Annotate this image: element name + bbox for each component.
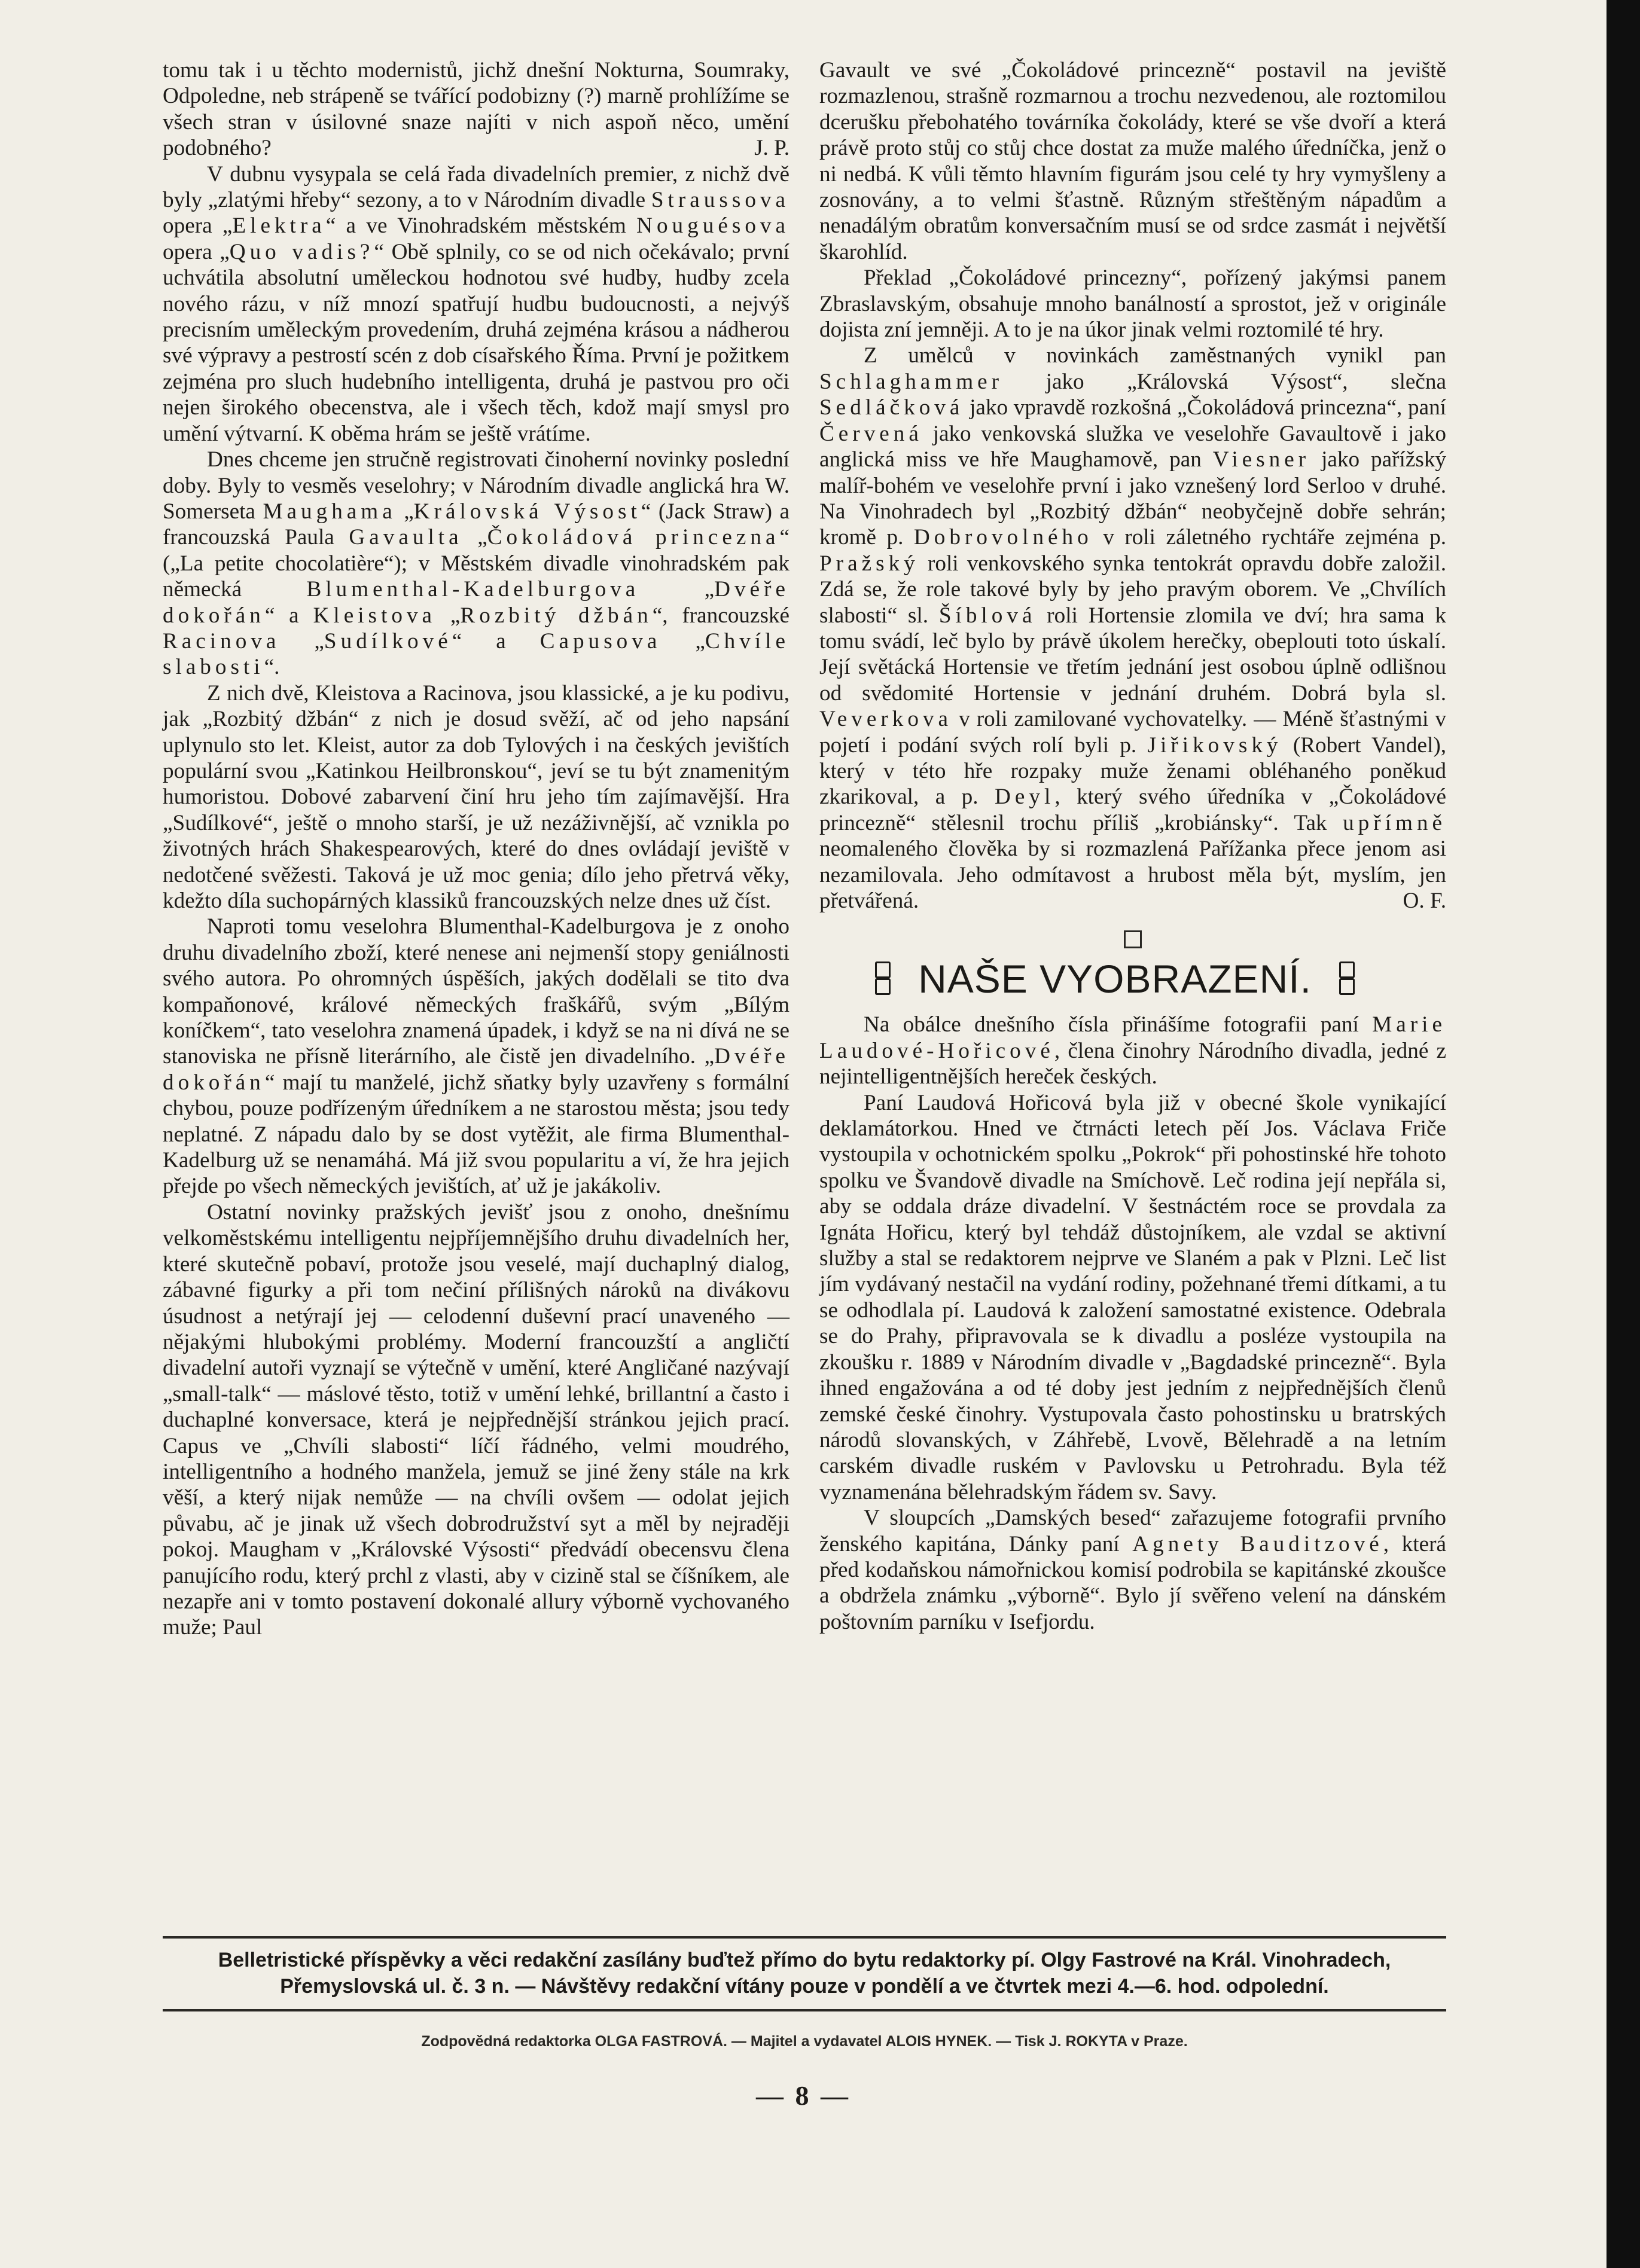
signature-of: O. F.: [1403, 889, 1446, 913]
ornament-left-icon: [875, 961, 891, 996]
left-paragraph-1: tomu tak i u těchto modernistů, jichž dnešní Nokturna, Soumraky, Odpoledne, neb strápeně se tvářící podobizny (?) marně prohlížíme se všech stran v úsilovné snaze najíti v nich aspoň něco, umění podobného? J. P.: [163, 58, 789, 161]
left-paragraph-2: V dubnu vysypala se celá řada divadelních premier, z nichž dvě byly „zlatými hřeby“ sezony, a to v Národním divadle Straussova opera „Elektra“ a ve Vinohradském městském Nouguésova opera „Quo vadis?“ Obě splnily, co se od nich očekávalo; první uchvátila absolutní uměleckou hodnotou své hudby, hudby zcela nového rázu, v níž mnozí spatřují hudbu budoucnosti, a nejvýš precisním uměleckým provedením, druhá zejména krásou a nádherou své výpravy a pestrostí scén z dob císařského Říma. První je požitkem zejména pro sluch hudebního intelligenta, druhá je pastvou pro oči nejen širokého obecenstva, ale i všech těch, kdož mají smysl pro umění výtvarní. K oběma hrám se ještě vrátíme.: [163, 161, 790, 446]
editorial-notice: [179, 1947, 1429, 2000]
footer-rule-top: [163, 1936, 1446, 1939]
editorial-notice-line-2: Přemyslovská ul. č. 3 n. — Návštěvy redakční vítány pouze v pondělí a ve čtvrtek mezi 4.—6. hod. odpolední.: [280, 1975, 1329, 1998]
right-paragraph-6: V sloupcích „Damských besed“ zařazujeme fotografii prvního ženského kapitána, Dánky paní Agnety Bauditzové, která před kodaňskou námořnickou komisí podrobila se kapitánské zkoušce a obdržela známku „výborně“. Bylo jí svěřeno velení na dánském poštovním parníku v Isefjordu.: [819, 1506, 1447, 1634]
signature-jp: J. P.: [754, 136, 789, 161]
emphasis-nougues: Nouguésova: [636, 213, 790, 239]
right-paragraph-4: Na obálce dnešního čísla přinášíme fotografii paní Marie Laudové-Hořicové, člena činohry Národního divadla, jedné z nejintelligentnějších hereček českých.: [819, 1012, 1446, 1089]
left-paragraph-5: Naproti tomu veselohra Blumenthal-Kadelburgova je z onoho druhu divadelního zboží, které nenese ani nejmenší stopy geniálnosti svého autora. Po ohromných úspěších, jakých dodělali se tito dva kompaňonové, králové německých fraškářů, svým „Bílým koníčkem“, tato veselohra znamená úpadek, i když se na ni dívá ne se stanoviska ne přísně literárního, ale čistě jen divadelního. „Dvéře dokořán“ mají tu manželé, jichž sňatky byly uzavřeny s formální chybou, pouze podřízeným úředníkem a ne starostou města; jsou tedy neplatné. Z nápadu dalo by se dost vytěžit, ale firma Blumenthal-Kadelburg už se nenamáhá. Má již svou popularitu a ví, že hra jejich přejde po všech německých jevištích, ať už je jakákoliv.: [163, 914, 789, 1199]
editorial-notice-line-1: Belletristické příspěvky a věci redakční zasílány buďtež přímo do bytu redaktorky pí. Olgy Fastrové na Král. Vinohradech,: [218, 1949, 1391, 1971]
imprint: Zodpovědná redaktorka OLGA FASTROVÁ. — Majitel a vydavatel ALOIS HYNEK. — Tisk J. ROKYTA v Praze.: [421, 2033, 1188, 2050]
page-number: — 8 —: [756, 2080, 851, 2111]
left-paragraph-3: Dnes chceme jen stručně registrovati činoherní novinky poslední doby. Byly to vesměs veselohry; v Národním divadle anglická hra W. Somerseta Maughama „Královská Výsost“ (Jack Straw) a francouzská Paula Gavaulta „Čokoládová princezna“ („La petite chocolatière“); v Městském divadle vinohradském pak německá Blumenthal-Kadelburgova „Dvéře dokořán“ a Kleistova „Rozbitý džbán“, francouzské Racinova „Sudílkové“ a Capusova „Chvíle slabosti“.: [163, 447, 790, 680]
scan-edge: [1607, 0, 1640, 2268]
right-paragraph-2: Překlad „Čokoládové princezny“, pořízený jakýmsi panem Zbraslavským, obsahuje mnoho banálností a sprostot, jež v originále dojista zní jemněji. A to je na úkor jinak velmi roztomilé té hry.: [819, 265, 1446, 343]
left-paragraph-4: Z nich dvě, Kleistova a Racinova, jsou klassické, a je ku podivu, jak „Rozbitý džbán“ z nich je dosud svěží, ač od jeho napsání uplynulo sto let. Kleist, autor za dob Tylových i na českých jevištích populární svou „Katinkou Heilbronskou“, jeví se tu být znamenitým humoristou. Dobové zabarvení činí hru jeho tím zajímavější. Hra „Sudílkové“, ještě o mnoho starší, je už nezáživnější, ač vznikla po životných hrách Shakespearových, které do dnes ovládají jeviště v nedotčené svěžesti. Taková je už moc genia; dílo jeho přetrvá věky, kdežto díla suchopárných klassiků francouzských nelze dnes už číst.: [163, 680, 789, 913]
section-heading: [819, 956, 1446, 1001]
ornament-right-icon: [1339, 961, 1355, 996]
left-column: [163, 57, 789, 1641]
right-paragraph-3: Z umělců v novinkách zaměstnaných vynikl pan Schlaghammer jako „Královská Výsost“, slečna Sedláčková jako vpravdě rozkošná „Čokoládová princezna“, paní Červená jako venkovská služka ve veselohře Gavaultově i jako anglická miss ve hře Maughamově, pan Viesner jako pařížský malíř-bohém ve veselohře první i jako vznešený lord Serloo v druhé. Na Vinohradech byl „Rozbitý džbán“ neobyčejně dobře sehrán; kromě p. Dobrovolného v roli záletného rychtáře zejména p. Pražský roli venkovského synka tentokrát opravdu dobře založil. Zdá se, že role takové byly by jeho pravým oborem. Ve „Chvílích slabosti“ sl. Šíblová roli Hortensie zlomila ve dví; hra sama k tomu svádí, leč bylo by právě úkolem herečky, obeplouti toto úskalí. Její světácká Hortensie ve třetím jednání jest osobou úplně odlišnou od svědomité Hortensie v jednání druhém. Dobrá byla sl. Veverkova v roli zamilované vychovatelky. — Méně šťastnými v pojetí i podání svých rolí byli p. Jiřikovský (Robert Vandel), který v této hře rozpaky muže ženami obléhaného poněkud zkarikoval, a p. Deyl, který svého úředníka v „Čokoládové princezně“ stělesnil trochu příliš „krobiánsky“. Tak upřímně neomaleného člověka by si rozmazlená Pařížanka přece jenom asi nezamilovala. Jeho odmítavost a hrubost měla být, myslím, jen přetvářená. O. F.: [819, 343, 1447, 913]
section-divider-square: [1124, 930, 1142, 948]
left-paragraph-6: Ostatní novinky pražských jevišť jsou z onoho, dnešnímu velkoměstskému intelligentu nejpříjemnějšího druhu divadelních her, které skutečně pobaví, protože jsou veselé, mají duchaplný dialog, zábavné figurky a při tom nečiní přílišných nároků na divákovu úsudnost a netýrají jej — celodenní duševní prací unaveného — nějakými hlubokými problémy. Moderní francouzští a angličtí divadelní autoři vyznají se výtečně v umění, které Angličané nazývají „small-talk“ — máslové těsto, totiž v umění lehké, brillantní a často i duchaplné konversace, která je nejpřednější stránkou jejich prací. Capus ve „Chvíli slabosti“ líčí řádného, velmi moudrého, intelligentního a hodného manžela, jemuž se jiné ženy stále na krk věší, a který nijak nemůže — na chvíli ovšem — odolat jejich půvabu, ač je jinak už všech dobrodružství syt a měl by nejraději pokoj. Maugham v „Královské Výsosti“ předvádí obecensvu člena panujícího rodu, který prchl z vlasti, aby v cizině stal se číšníkem, ale nezapře ani v tomto postavení dokonalé allury výborně vychovaného muže; Paul: [163, 1199, 789, 1640]
footer-rule-bottom: [163, 2009, 1446, 2011]
emphasis-strauss: Straussova: [651, 188, 790, 213]
right-column: [819, 57, 1446, 1635]
emphasis-quo-vadis: Quo vadis?: [229, 239, 374, 264]
section-heading-title: NAŠE VYOBRAZENÍ.: [918, 956, 1312, 1001]
emphasis-elektra: Elektra: [232, 213, 326, 239]
right-paragraph-1: Gavault ve své „Čokoládové princezně“ postavil na jeviště rozmazlenou, strašně rozmarnou a trochu nezvedenou, ale roztomilou dcerušku přebohatého továrníka čokolády, které se vše dvoří a která právě proto stůj co stůj chce dostat za muže malého úředníčka, jenž o ni nedbá. K vůli těmto hlavním figurám jsou celé ty hry vymyšleny a zosnovány, a to velmi šťastně. Různým střeštěným nápadům a nenadálým obratům konversačním musí se od srdce zasmát i největší škarohlíd.: [819, 58, 1446, 264]
right-paragraph-5: Paní Laudová Hořicová byla již v obecné škole vynikající deklamátorkou. Hned ve čtrnácti letech pěí Jos. Václava Friče vystoupila v ochotnickém spolku „Pokrok“ při pohostinské hře tohoto spolku ve Švandově divadle na Smíchově. Leč rodina její nepřála si, aby se oddala dráze divadelní. V šestnáctém roce se provdala za Ignáta Hořicu, který byl tehdáž důstojníkem, ale vzdal se aktivní služby a stal se redaktorem nejprve ve Slaném a pak v Plzni. Leč list jím vydávaný nestačil na vydání rodiny, požehnané třemi dítkami, a tu se odhodlala pí. Laudová k založení samostatné existence. Odebrala se do Prahy, připravovala se k divadlu a posléze vystoupila na zkoušku r. 1889 v Národním divadle v „Bagdadské princezně“. Byla ihned engažována a od té doby jest jedním z nejpřednějších členů zemské české činohry. Vystupovala často pohostinsku u bratrských národů slovanských, v Záhřebě, Lvově, Bělehradě a na letním carském divadle ruském v Pavlovsku u Petrohradu. Byla též vyznamenána bělehradským řádem sv. Savy.: [819, 1090, 1446, 1504]
